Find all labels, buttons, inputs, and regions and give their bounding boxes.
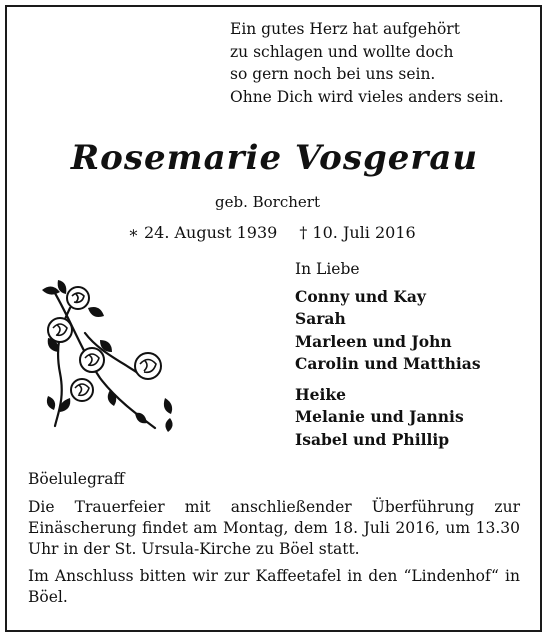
- mourner: Sarah: [295, 309, 346, 328]
- poem: [230, 18, 504, 108]
- mourners-list: [295, 258, 481, 451]
- mourner: Carolin und Matthias: [295, 354, 481, 373]
- mourner: Melanie und Jannis: [295, 407, 464, 426]
- poem-line: Ein gutes Herz hat aufgehört: [230, 20, 460, 38]
- born-name: geb. Borchert: [215, 193, 320, 211]
- mourner: Conny und Kay: [295, 286, 426, 306]
- birth-date: ∗ 24. August 1939: [128, 223, 278, 242]
- life-dates: [128, 223, 416, 242]
- mourner: Heike: [295, 384, 346, 404]
- poem-line: Ohne Dich wird vieles anders sein.: [230, 87, 504, 106]
- death-date: † 10. Juli 2016: [299, 223, 416, 242]
- deceased-name: Rosemarie Vosgerau: [70, 138, 479, 178]
- mourner: Isabel und Phillip: [295, 429, 450, 449]
- poem-line: zu schlagen und wollte doch: [230, 42, 454, 61]
- roses-icon: [30, 278, 190, 438]
- notice-paragraph: Die Trauerfeier mit anschließender Überführung zur Einäscherung findet am Montag, dem 18. Juli 2016, um 13.30 Uhr in der St. Ursula-Kirche zu Böel statt.: [28, 498, 520, 558]
- notice-paragraph: Im Anschluss bitten wir zur Kaffeetafel in den “Lindenhof“ in Böel.: [28, 567, 520, 606]
- mourner: Marleen und John: [295, 331, 452, 351]
- funeral-notice: [28, 497, 520, 614]
- poem-line: so gern noch bei uns sein.: [230, 65, 436, 83]
- place-name: Böelulegraff: [28, 470, 125, 488]
- mourners-intro: In Liebe: [295, 260, 360, 278]
